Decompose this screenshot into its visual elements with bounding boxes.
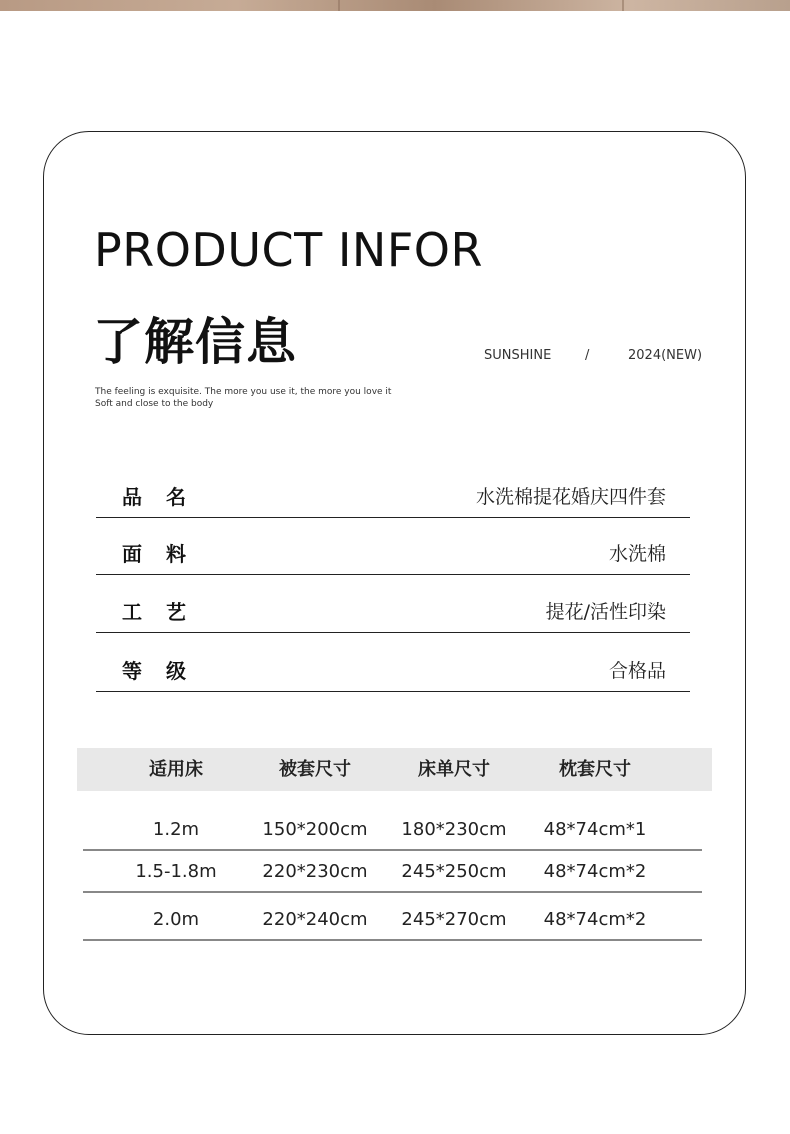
column-header: 枕套尺寸 [559, 759, 631, 780]
table-cell: 220*240cm [262, 909, 368, 930]
table-cell: 245*270cm [401, 909, 507, 930]
tagline [95, 386, 415, 410]
table-cell: 180*230cm [401, 819, 507, 840]
info-label: 面料 [122, 542, 210, 566]
table-cell: 48*74cm*2 [543, 909, 647, 930]
table-cell: 1.5-1.8m [135, 861, 217, 882]
table-cell: 48*74cm*1 [543, 819, 647, 840]
column-header: 被套尺寸 [279, 759, 351, 780]
table-cell: 2.0m [152, 909, 200, 930]
info-value: 合格品 [608, 660, 666, 682]
headline: PRODUCT INFOR [94, 223, 483, 277]
column-header: 床单尺寸 [418, 759, 490, 780]
info-label: 等级 [122, 659, 210, 683]
table-row [83, 893, 702, 941]
subtitle-chinese: 了解信息 [93, 312, 297, 371]
tagline-line: Soft and close to the body [95, 399, 214, 409]
strip-seam [622, 0, 624, 11]
tagline-line: The feeling is exquisite. The more you use it, the more you love it [95, 387, 392, 397]
size-table-header [77, 748, 712, 791]
info-value: 水洗棉 [608, 543, 666, 565]
table-row [83, 803, 702, 851]
info-row-name [96, 477, 690, 518]
table-cell: 220*230cm [262, 861, 368, 882]
table-cell: 245*250cm [401, 861, 507, 882]
info-value: 提花/活性印染 [545, 601, 666, 623]
info-value: 水洗棉提花婚庆四件套 [475, 486, 666, 508]
info-label: 工艺 [122, 600, 210, 624]
table-cell: 48*74cm*2 [543, 861, 647, 882]
top-photo-strip [0, 0, 790, 11]
column-header: 适用床 [149, 759, 203, 780]
info-row-grade [96, 651, 690, 692]
table-row [83, 845, 702, 893]
meta-separator: / [585, 348, 590, 363]
table-cell: 1.2m [152, 819, 200, 840]
info-label: 品名 [122, 485, 210, 509]
table-cell: 150*200cm [262, 819, 368, 840]
info-row-craft [96, 592, 690, 633]
strip-seam [338, 0, 340, 11]
info-row-fabric [96, 534, 690, 575]
year-label: 2024(NEW) [628, 348, 703, 363]
brand-label: SUNSHINE [484, 348, 552, 363]
